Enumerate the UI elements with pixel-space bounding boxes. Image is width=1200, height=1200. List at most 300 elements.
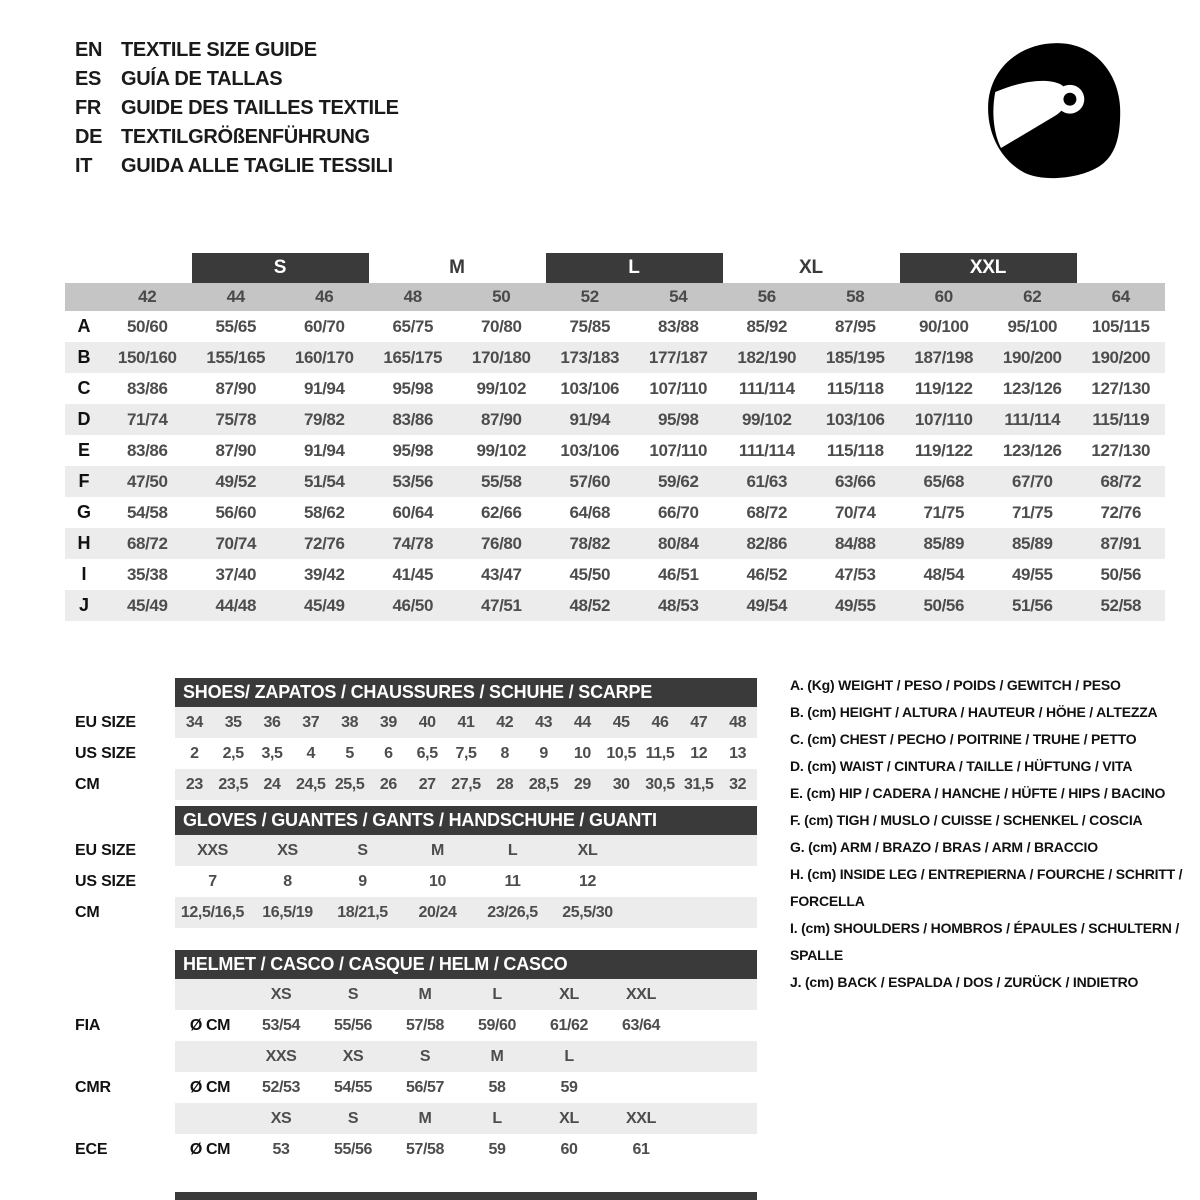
- helmet-value: 57/58: [405, 1017, 445, 1034]
- helmet-size-cell: L: [564, 1048, 574, 1065]
- size-value: 12,5/16,5: [180, 904, 245, 921]
- legend-item: G. (cm) ARM / BRAZO / BRAS / ARM / BRACCIO: [790, 839, 1098, 855]
- measure-row-e: [65, 435, 1165, 466]
- row-values: [175, 866, 757, 897]
- size-value: 10: [429, 873, 446, 890]
- measure-value: 59/62: [657, 472, 699, 491]
- measure-value: 155/165: [206, 348, 266, 367]
- size-value: 24,5: [296, 776, 326, 793]
- measure-value: 68/72: [1100, 472, 1142, 491]
- helmet-size-cell: XS: [270, 986, 292, 1003]
- measure-value: 107/110: [649, 441, 708, 460]
- size-value: XXS: [197, 842, 228, 859]
- helmet-size-cell: XL: [559, 1110, 579, 1127]
- size-value: 38: [341, 714, 359, 731]
- size-value: 28,5: [528, 776, 559, 793]
- helmet-value: 61: [632, 1141, 650, 1158]
- measure-value: 95/98: [392, 441, 434, 460]
- row-label: G: [76, 502, 91, 522]
- size-column-header: 44: [226, 287, 245, 306]
- size-value: 41: [457, 714, 475, 731]
- size-row-cm: [65, 897, 770, 928]
- size-column-header: 46: [315, 287, 334, 306]
- size-value: 7: [208, 873, 217, 890]
- helmet-value: 57/58: [405, 1141, 445, 1158]
- measure-value: 82/86: [746, 534, 788, 553]
- row-label: B: [77, 347, 91, 367]
- measure-value: 185/195: [825, 348, 885, 367]
- size-value: 9: [539, 745, 548, 762]
- helmet-value-row-fia: [65, 1010, 770, 1041]
- measure-value: 50/56: [1100, 565, 1142, 584]
- row-label: US SIZE: [75, 745, 136, 762]
- measure-value: 190/200: [1002, 348, 1062, 367]
- size-value: 9: [358, 873, 367, 890]
- measure-value: 75/78: [215, 410, 257, 429]
- measure-value: 91/94: [303, 379, 345, 398]
- size-value: 37: [302, 714, 320, 731]
- measure-value: 95/98: [657, 410, 699, 429]
- measure-value: 99/102: [476, 441, 527, 460]
- racing-helmet-icon: [978, 34, 1136, 196]
- size-value: 23,5: [218, 776, 248, 793]
- measure-value: 65/68: [923, 472, 965, 491]
- measure-value: 75/85: [569, 317, 611, 336]
- size-value: 25,5: [334, 776, 365, 793]
- measure-value: 51/54: [303, 472, 345, 491]
- size-value: 2,5: [222, 745, 244, 762]
- size-column-header: 64: [1111, 287, 1130, 306]
- measure-value: 66/70: [657, 503, 699, 522]
- helmet-value: 55/56: [333, 1017, 373, 1034]
- language-code: EN: [75, 39, 103, 61]
- measure-value: 190/200: [1091, 348, 1151, 367]
- measure-row-d: [65, 404, 1165, 435]
- measure-value: 45/50: [569, 565, 611, 584]
- measure-value: 103/106: [560, 441, 620, 460]
- size-value: 30,5: [645, 776, 675, 793]
- helmet-size-cell: M: [418, 1110, 432, 1127]
- helmet-size-row-fia: [65, 979, 770, 1010]
- measure-value: 49/55: [834, 596, 876, 615]
- size-value: 7,5: [455, 745, 477, 762]
- measure-value: 71/74: [126, 410, 168, 429]
- measure-value: 48/54: [923, 565, 965, 584]
- size-value: 27,5: [451, 776, 481, 793]
- measure-value: 46/50: [392, 596, 434, 615]
- size-value: 36: [263, 714, 281, 731]
- size-band-corner: [65, 283, 103, 311]
- language-code: DE: [75, 126, 103, 148]
- row-label: D: [77, 409, 91, 429]
- size-group-m: M: [449, 257, 465, 278]
- measure-value: 119/122: [914, 441, 973, 460]
- size-group-s: S: [192, 253, 369, 283]
- legend-item: F. (cm) TIGH / MUSLO / CUISSE / SCHENKEL / COSCIA: [790, 812, 1143, 828]
- measure-value: 41/45: [392, 565, 434, 584]
- measure-value: 150/160: [117, 348, 177, 367]
- size-value: 23/26,5: [487, 904, 538, 921]
- measure-row-a: [65, 311, 1165, 342]
- size-column-header: 62: [1023, 287, 1042, 306]
- size-column-header: 54: [669, 287, 688, 306]
- language-row: [75, 123, 399, 152]
- measure-value: 48/53: [657, 596, 699, 615]
- measure-value: 70/74: [834, 503, 876, 522]
- size-value: XL: [577, 842, 598, 859]
- size-value: 28: [496, 776, 514, 793]
- measure-value: 83/88: [657, 317, 699, 336]
- measure-value: 95/98: [392, 379, 434, 398]
- helmet-value-row-ece: [65, 1134, 770, 1165]
- measure-value: 105/115: [1091, 317, 1150, 336]
- legend-item: C. (cm) CHEST / PECHO / POITRINE / TRUHE / PETTO: [790, 731, 1137, 747]
- measure-value: 107/110: [914, 410, 973, 429]
- helmet-rows: [65, 979, 770, 1165]
- size-group-xxl: XXL: [900, 253, 1077, 283]
- row-values: [175, 897, 757, 928]
- measure-value: 91/94: [303, 441, 345, 460]
- measure-value: 45/49: [303, 596, 345, 615]
- measure-row-i: [65, 559, 1165, 590]
- size-value: 44: [573, 714, 591, 731]
- language-row: [75, 65, 399, 94]
- language-title: TEXTILGRÖßENFÜHRUNG: [121, 126, 370, 148]
- legend-item: B. (cm) HEIGHT / ALTURA / HAUTEUR / HÖHE / ALTEZZA: [790, 704, 1158, 720]
- size-value: 40: [418, 714, 436, 731]
- measure-value: 71/75: [1011, 503, 1053, 522]
- helmet-size-corner: [175, 1103, 245, 1134]
- measure-value: 119/122: [914, 379, 973, 398]
- measure-value: 48/52: [569, 596, 611, 615]
- measure-row-c: [65, 373, 1165, 404]
- size-value: 3,5: [261, 745, 283, 762]
- measure-value: 83/86: [126, 441, 168, 460]
- helmet-value: 61/62: [549, 1017, 589, 1034]
- measure-row-b: [65, 342, 1165, 373]
- legend-item: J. (cm) BACK / ESPALDA / DOS / ZURÜCK / INDIETRO: [790, 974, 1139, 990]
- size-value: 46: [651, 714, 669, 731]
- legend-item: D. (cm) WAIST / CINTURA / TAILLE / HÜFTUNG / VITA: [790, 758, 1133, 774]
- helmet-value: 59: [560, 1079, 578, 1096]
- measure-row-g: [65, 497, 1165, 528]
- size-value: 26: [379, 776, 397, 793]
- measure-value: 54/58: [126, 503, 168, 522]
- helmet-value: 60: [560, 1141, 578, 1158]
- row-label: [65, 1041, 175, 1072]
- helmet-value: 59: [488, 1141, 506, 1158]
- size-column-header: 50: [492, 287, 511, 306]
- size-value: 13: [729, 745, 747, 762]
- helmet-value: 52/53: [261, 1079, 301, 1096]
- measure-value: 103/106: [560, 379, 620, 398]
- measure-value: 103/106: [825, 410, 885, 429]
- row-label: J: [78, 595, 89, 615]
- helmet-value: 53: [272, 1141, 290, 1158]
- measure-value: 50/56: [923, 596, 965, 615]
- size-value: 16,5/19: [262, 904, 313, 921]
- helmet-value: 55/56: [333, 1141, 373, 1158]
- helmet-size-cell: XXS: [265, 1048, 297, 1065]
- shoes-section: [65, 678, 770, 800]
- measure-value: 62/66: [480, 503, 522, 522]
- row-label: E: [77, 440, 90, 460]
- size-value: 30: [612, 776, 630, 793]
- measure-value: 53/56: [392, 472, 434, 491]
- size-value: 18/21,5: [337, 904, 388, 921]
- helmet-section: [65, 950, 770, 1165]
- unit-label: Ø CM: [189, 1017, 231, 1034]
- size-value: S: [357, 842, 368, 859]
- size-value: 45: [612, 714, 630, 731]
- measure-value: 115/119: [1092, 410, 1150, 429]
- measure-value: 58/62: [303, 503, 345, 522]
- language-row: [75, 94, 399, 123]
- size-value: 11: [504, 873, 521, 890]
- size-value: 10: [573, 745, 591, 762]
- measure-value: 83/86: [126, 379, 168, 398]
- measure-value: 87/95: [834, 317, 876, 336]
- measure-value: 60/70: [303, 317, 345, 336]
- measure-value: 65/75: [392, 317, 434, 336]
- measure-value: 55/58: [480, 472, 522, 491]
- helmet-sizes: [175, 1041, 757, 1072]
- size-value: 29: [573, 776, 591, 793]
- helmet-size-cell: XXL: [626, 986, 656, 1003]
- unit-label: Ø CM: [189, 1141, 231, 1158]
- legend-item: I. (cm) SHOULDERS / HOMBROS / ÉPAULES / SCHULTERN / SPALLE: [790, 920, 1180, 963]
- size-value: 4: [306, 745, 316, 762]
- size-value: 39: [379, 714, 397, 731]
- standard-label: ECE: [75, 1141, 108, 1158]
- helmet-value: 54/55: [333, 1079, 373, 1096]
- size-column-header: 58: [846, 287, 865, 306]
- helmet-size-corner: [175, 979, 245, 1010]
- main-size-table: [65, 253, 1165, 621]
- shoes-section-header: SHOES/ ZAPATOS / CHAUSSURES / SCHUHE / SCARPE: [175, 678, 757, 707]
- measure-value: 64/68: [569, 503, 611, 522]
- row-label: US SIZE: [75, 873, 136, 890]
- helmet-value: 58: [488, 1079, 506, 1096]
- helmet-size-cell: XS: [342, 1048, 364, 1065]
- size-value: 2: [190, 745, 199, 762]
- measure-value: 74/78: [392, 534, 434, 553]
- measure-value: 68/72: [746, 503, 788, 522]
- measure-value: 85/89: [923, 534, 965, 553]
- measure-value: 47/51: [480, 596, 522, 615]
- size-value: 27: [418, 776, 436, 793]
- measure-value: 80/84: [657, 534, 699, 553]
- size-value: 24: [263, 776, 281, 793]
- language-title: GUIDE DES TAILLES TEXTILE: [121, 97, 399, 119]
- size-value: 43: [535, 714, 553, 731]
- size-value: 23: [185, 776, 203, 793]
- row-values: [175, 738, 757, 769]
- measure-value: 50/60: [126, 317, 168, 336]
- size-value: 12: [690, 745, 708, 762]
- size-value: 11,5: [645, 745, 675, 762]
- size-column-header: 42: [138, 287, 157, 306]
- measure-value: 187/198: [914, 348, 974, 367]
- measure-value: 99/102: [476, 379, 527, 398]
- helmet-size-cell: S: [419, 1048, 431, 1065]
- row-values: [175, 707, 757, 738]
- measure-value: 49/55: [1011, 565, 1053, 584]
- row-label: A: [77, 316, 91, 336]
- helmet-values: [175, 1134, 757, 1165]
- size-value: 20/24: [418, 904, 457, 921]
- measure-value: 47/53: [834, 565, 876, 584]
- helmet-value: 53/54: [261, 1017, 301, 1034]
- size-row-eu-size: [65, 707, 770, 738]
- helmet-values: [175, 1010, 757, 1041]
- measure-value: 84/88: [834, 534, 876, 553]
- measure-value: 63/66: [834, 472, 876, 491]
- helmet-value: 59/60: [477, 1017, 517, 1034]
- measure-value: 91/94: [569, 410, 611, 429]
- size-column-header: 48: [403, 287, 422, 306]
- legend-item: H. (cm) INSIDE LEG / ENTREPIERNA / FOURCHE / SCHRITT / FORCELLA: [790, 866, 1183, 909]
- helmet-sizes: [175, 979, 757, 1010]
- row-label: EU SIZE: [75, 714, 136, 731]
- measure-value: 78/82: [569, 534, 611, 553]
- measure-value: 115/118: [826, 441, 884, 460]
- language-list: [75, 36, 399, 181]
- row-label: H: [77, 533, 91, 553]
- row-label: CM: [75, 904, 100, 921]
- row-label: CM: [75, 776, 100, 793]
- size-value: 8: [500, 745, 510, 762]
- helmet-size-cell: M: [490, 1048, 504, 1065]
- language-code: FR: [75, 97, 102, 119]
- measure-row-h: [65, 528, 1165, 559]
- row-values: [175, 769, 757, 800]
- measure-value: 60/64: [392, 503, 434, 522]
- language-row: [75, 152, 399, 181]
- helmet-size-cell: XXL: [626, 1110, 656, 1127]
- language-code: IT: [75, 155, 93, 177]
- helmet-value-row-cmr: [65, 1072, 770, 1103]
- size-value: 42: [496, 714, 514, 731]
- measure-value: 68/72: [126, 534, 168, 553]
- size-group-xl: XL: [799, 257, 823, 278]
- size-column-header: 52: [580, 287, 599, 306]
- measure-value: 56/60: [215, 503, 257, 522]
- measure-value: 49/52: [215, 472, 257, 491]
- size-value: 6: [384, 745, 393, 762]
- measure-value: 43/47: [480, 565, 522, 584]
- size-value: 31,5: [684, 776, 714, 793]
- language-title: TEXTILE SIZE GUIDE: [121, 39, 317, 61]
- measure-value: 170/180: [471, 348, 531, 367]
- main-table-rows: [65, 311, 1165, 621]
- helmet-size-cell: S: [347, 1110, 359, 1127]
- legend-item: E. (cm) HIP / CADERA / HANCHE / HÜFTE / HIPS / BACINO: [790, 785, 1166, 801]
- size-value: 25,5/30: [562, 904, 613, 921]
- helmet-value: [605, 1072, 677, 1103]
- size-value: 6,5: [416, 745, 438, 762]
- measure-value: 76/80: [480, 534, 522, 553]
- measure-value: 39/42: [303, 565, 345, 584]
- language-code: ES: [75, 68, 102, 90]
- measure-value: 45/49: [126, 596, 168, 615]
- measure-value: 70/74: [215, 534, 257, 553]
- measure-value: 71/75: [923, 503, 965, 522]
- size-band-row: [65, 283, 1165, 311]
- measure-row-f: [65, 466, 1165, 497]
- helmet-size-cell: L: [492, 986, 502, 1003]
- standard-label: FIA: [75, 1017, 101, 1034]
- measure-value: 85/89: [1011, 534, 1053, 553]
- measure-value: 165/175: [383, 348, 443, 367]
- measure-value: 51/56: [1011, 596, 1053, 615]
- measure-value: 72/76: [303, 534, 345, 553]
- helmet-size-row-ece: [65, 1103, 770, 1134]
- size-value: 12: [579, 873, 596, 890]
- measure-value: 46/51: [657, 565, 699, 584]
- size-row-cm: [65, 769, 770, 800]
- helmet-size-cell: XL: [559, 986, 579, 1003]
- measure-value: 182/190: [737, 348, 797, 367]
- helmet-section-header: HELMET / CASCO / CASQUE / HELM / CASCO: [175, 950, 757, 979]
- size-column-header: 56: [757, 287, 776, 306]
- measure-value: 87/90: [215, 379, 257, 398]
- measure-value: 70/80: [480, 317, 522, 336]
- row-label: F: [78, 471, 90, 491]
- standard-label: CMR: [75, 1079, 111, 1096]
- size-value: 10,5: [606, 745, 636, 762]
- measure-value: 79/82: [303, 410, 345, 429]
- measure-value: 177/187: [648, 348, 708, 367]
- size-row-eu-size: [65, 835, 770, 866]
- helmet-size-cell: M: [418, 986, 432, 1003]
- measure-value: 49/54: [746, 596, 788, 615]
- measure-value: 52/58: [1100, 596, 1142, 615]
- helmet-sizes: [175, 1103, 757, 1134]
- legend-item: A. (Kg) WEIGHT / PESO / POIDS / GEWITCH / PESO: [790, 677, 1121, 693]
- size-group-row: [65, 253, 1165, 283]
- measure-value: 160/170: [294, 348, 354, 367]
- size-value: 48: [729, 714, 747, 731]
- gloves-section: [65, 806, 770, 928]
- size-group-l: L: [546, 253, 723, 283]
- unit-label: Ø CM: [189, 1079, 231, 1096]
- measure-value: 87/90: [215, 441, 257, 460]
- row-label: I: [81, 564, 87, 584]
- measure-value: 123/126: [1002, 441, 1062, 460]
- language-title: GUÍA DE TALLAS: [121, 68, 283, 90]
- helmet-size-cell: S: [347, 986, 359, 1003]
- size-column-header: 60: [934, 287, 953, 306]
- measure-value: 87/90: [480, 410, 522, 429]
- row-values: [175, 835, 757, 866]
- measure-value: 55/65: [215, 317, 257, 336]
- size-value: L: [507, 842, 518, 859]
- size-row-us-size: [65, 866, 770, 897]
- size-value: 47: [690, 714, 708, 731]
- helmet-size-corner: [175, 1041, 245, 1072]
- helmet-value: 56/57: [405, 1079, 445, 1096]
- measure-value: 95/100: [1007, 317, 1058, 336]
- helmet-size-cell: [605, 1041, 677, 1072]
- helmet-values: [175, 1072, 757, 1103]
- helmet-size-row-cmr: [65, 1041, 770, 1072]
- measure-value: 127/130: [1091, 379, 1151, 398]
- measure-value: 127/130: [1091, 441, 1151, 460]
- size-value: 35: [224, 714, 242, 731]
- row-label: C: [77, 378, 91, 398]
- row-label: EU SIZE: [75, 842, 136, 859]
